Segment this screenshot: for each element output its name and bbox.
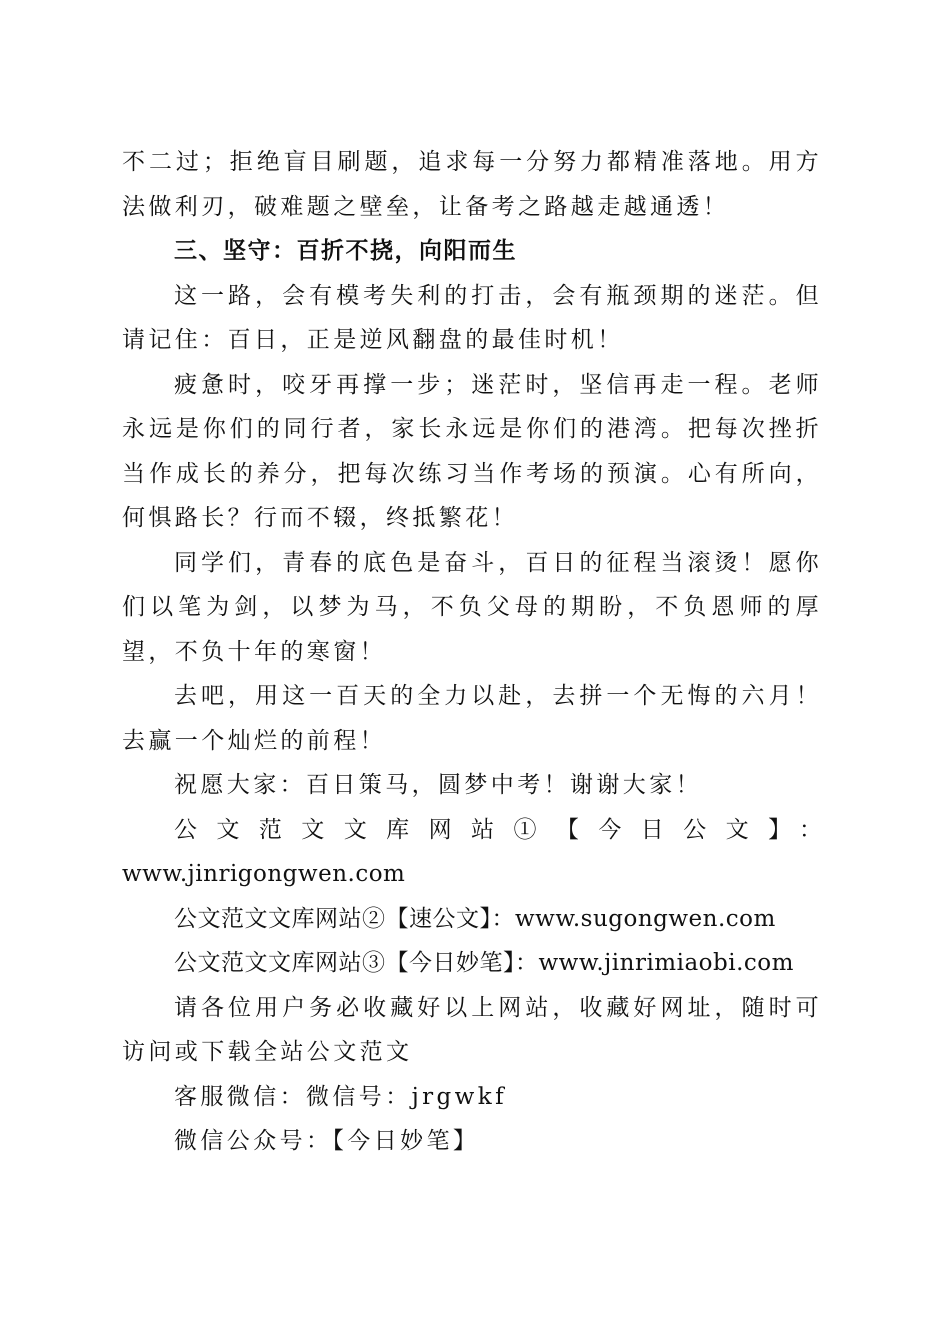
paragraph-encouragement: 疲惫时，咬牙再撑一步；迷茫时，坚信再走一程。老师永远是你们的同行者，家长永远是你们的港湾。把每次挫折当作成长的养分，把每次练习当作考场的预演。心有所向，何惧路长？行而不辍，终抵繁花！ (122, 371, 822, 531)
footer-official-account: 微信公众号：【今日妙笔】 (174, 1128, 480, 1154)
footer-site-3[interactable]: 公文范文文库网站③【今日妙笔】：www.jinrimiaobi.com (174, 950, 794, 976)
footer-notice: 请各位用户务必收藏好以上网站，收藏好网址，随时可访问或下载全站公文范文 (122, 994, 822, 1065)
paragraph-youth: 同学们，青春的底色是奋斗，百日的征程当滚烫！愿你们以笔为剑，以梦为马，不负父母的期盼，不负恩师的厚望，不负十年的寒窗！ (122, 549, 822, 665)
footer-site-1-label: 公文范文文库网站①【今日公文】： (174, 816, 822, 843)
paragraph-wishes: 祝愿大家：百日策马，圆梦中考！谢谢大家！ (174, 772, 702, 798)
footer-wechat: 客服微信：微信号：jrgwkf (174, 1083, 507, 1110)
paragraph-perseverance: 这一路，会有模考失利的打击，会有瓶颈期的迷茫。但请记住：百日，正是逆风翻盘的最佳时机！ (122, 282, 822, 353)
footer-site-2[interactable]: 公文范文文库网站②【速公文】：www.sugongwen.com (174, 905, 776, 932)
footer-site-1-url[interactable]: www.jinrigongwen.com (122, 861, 406, 887)
document-body (122, 140, 822, 1164)
paragraph-method: 不二过；拒绝盲目刷题，追求每一分努力都精准落地。用方法做利刃，破难题之壁垒，让备考之路越走越通透！ (122, 149, 822, 220)
paragraph-june: 去吧，用这一百天的全力以赴，去拼一个无悔的六月！去赢一个灿烂的前程！ (122, 683, 822, 754)
section-heading-3: 三、坚守：百折不挠，向阳而生 (174, 238, 517, 264)
